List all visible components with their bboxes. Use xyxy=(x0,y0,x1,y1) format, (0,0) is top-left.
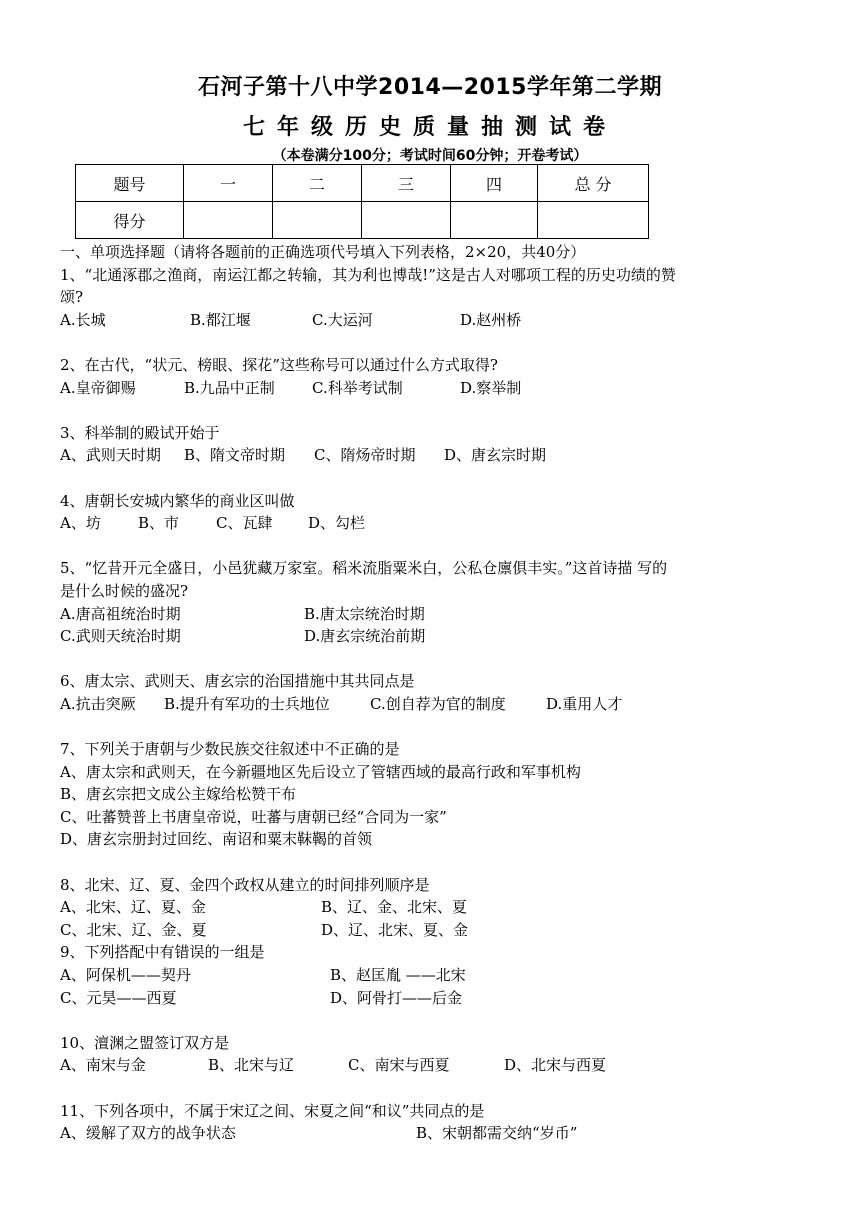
option: B、辽、金、北宋、夏 xyxy=(321,898,468,917)
option: B.都江堰 xyxy=(190,310,251,329)
option-row xyxy=(60,1054,800,1077)
option: B、市 xyxy=(138,514,180,533)
option: C.大运河 xyxy=(312,310,373,329)
exam-subtitle: 七年级历史质量抽测试卷 xyxy=(242,115,617,140)
option-row xyxy=(60,625,800,648)
question-text: 9、下列搭配中有错误的一组是 xyxy=(60,943,265,962)
question-text: 是什么时候的盛况? xyxy=(60,581,189,600)
question-text: 10、澶渊之盟签订双方是 xyxy=(60,1033,230,1052)
section-heading: 一、单项选择题（请将各题前的正确选项代号填入下列表格，2×20，共40分） xyxy=(60,243,586,261)
score-input-cell[interactable] xyxy=(184,202,273,239)
option-row xyxy=(60,1122,800,1145)
option: A、唐太宗和武则天，在今新疆地区先后设立了管辖西域的最高行政和军事机构 xyxy=(60,762,581,781)
question-text: 颂? xyxy=(60,288,84,307)
option: C.科举考试制 xyxy=(312,378,403,397)
option: C、北宋、辽、金、夏 xyxy=(60,920,207,939)
option-row xyxy=(60,919,800,942)
option: C、隋炀帝时期 xyxy=(314,446,416,465)
option: B.唐太宗统治时期 xyxy=(304,604,425,623)
exam-title: 石河子第十八中学2014—2015学年第二学期 xyxy=(198,75,662,100)
option: B、唐玄宗把文成公主嫁给松赞干布 xyxy=(60,785,297,804)
option: C、瓦肆 xyxy=(216,514,273,533)
option: D、勾栏 xyxy=(308,514,366,533)
option-row xyxy=(60,964,800,987)
score-input-cell[interactable] xyxy=(273,202,362,239)
option: C.创自荐为官的制度 xyxy=(370,694,506,713)
question-text: 5、“忆昔开元全盛日，小邑犹藏万家室。稻米流脂粟米白，公私仓廪俱丰实。”这首诗描 写的 xyxy=(60,559,668,578)
score-table xyxy=(75,164,649,239)
option-row xyxy=(60,444,800,467)
option: D.重用人才 xyxy=(546,694,623,713)
option: D、唐玄宗时期 xyxy=(444,446,547,465)
option-row xyxy=(60,603,800,626)
option: A.皇帝御赐 xyxy=(60,378,136,397)
option-row xyxy=(60,693,800,716)
question-text: 8、北宋、辽、夏、金四个政权从建立的时间排列顺序是 xyxy=(60,875,430,894)
option: B、赵匡胤 ——北宋 xyxy=(330,966,466,984)
score-input-cell[interactable] xyxy=(362,202,451,239)
question-text: 6、唐太宗、武则天、唐玄宗的治国措施中其共同点是 xyxy=(60,672,415,691)
option: D、唐玄宗册封过回纥、南诏和粟末靺鞨的首领 xyxy=(60,830,373,849)
score-header-cell: 二 xyxy=(273,165,362,202)
question-text: 2、在古代，“状元、榜眼、探花”这些称号可以通过什么方式取得? xyxy=(60,355,498,374)
option: A.抗击突厥 xyxy=(60,694,136,713)
option: C、元昊——西夏 xyxy=(60,988,177,1007)
question-text: 1、“北通涿郡之渔商，南运江都之转输，其为利也博哉!”这是古人对哪项工程的历史功绩的赞 xyxy=(60,265,676,284)
option: A.长城 xyxy=(60,310,106,329)
option: D.唐玄宗统治前期 xyxy=(304,627,426,646)
option: A、阿保机——契丹 xyxy=(60,966,191,984)
option: B.提升有军功的士兵地位 xyxy=(164,694,330,713)
option: D、阿骨打——后金 xyxy=(330,988,463,1007)
option: A、缓解了双方的战争状态 xyxy=(60,1124,236,1143)
score-input-cell[interactable] xyxy=(538,202,649,239)
score-header-cell: 四 xyxy=(451,165,538,202)
score-header-cell: 三 xyxy=(362,165,451,202)
option: D.察举制 xyxy=(460,378,522,397)
option: A、武则天时期 xyxy=(60,446,161,465)
score-input-cell[interactable] xyxy=(451,202,538,239)
score-header-cell: 总 分 xyxy=(538,165,649,202)
question-list xyxy=(60,241,800,1145)
option: C、南宋与西夏 xyxy=(348,1056,450,1075)
option: A、坊 xyxy=(60,514,101,533)
option-row xyxy=(60,987,800,1010)
score-header-cell: 题号 xyxy=(76,165,184,202)
option: B.九品中正制 xyxy=(184,378,275,397)
score-table-score-row xyxy=(76,202,649,239)
option: B、隋文帝时期 xyxy=(184,446,286,465)
option-row xyxy=(60,512,800,535)
option: C.武则天统治时期 xyxy=(60,627,181,646)
option: A、北宋、辽、夏、金 xyxy=(60,898,206,917)
question-text: 4、唐朝长安城内繁华的商业区叫做 xyxy=(60,491,295,510)
option-row xyxy=(60,377,800,400)
option: A.唐高祖统治时期 xyxy=(60,604,181,623)
exam-note: （本卷满分100分；考试时间60分钟；开卷考试） xyxy=(272,148,588,164)
option-row xyxy=(60,896,800,919)
score-row-label: 得分 xyxy=(76,202,184,239)
option: D、辽、北宋、夏、金 xyxy=(321,920,469,939)
option: B、宋朝都需交纳“岁币” xyxy=(416,1124,578,1143)
option: C、吐蕃赞普上书唐皇帝说，吐蕃与唐朝已经“合同为一家” xyxy=(60,807,447,826)
score-header-cell: 一 xyxy=(184,165,273,202)
score-table-header-row xyxy=(76,165,649,202)
question-text: 3、科举制的殿试开始于 xyxy=(60,423,220,442)
option: B、北宋与辽 xyxy=(208,1056,295,1075)
option: D.赵州桥 xyxy=(460,310,522,329)
option-row xyxy=(60,309,800,332)
option: A、南宋与金 xyxy=(60,1056,146,1075)
question-text: 7、下列关于唐朝与少数民族交往叙述中不正确的是 xyxy=(60,740,400,759)
question-text: 11、下列各项中，不属于宋辽之间、宋夏之间“和议”共同点的是 xyxy=(60,1101,485,1120)
option: D、北宋与西夏 xyxy=(504,1056,607,1075)
